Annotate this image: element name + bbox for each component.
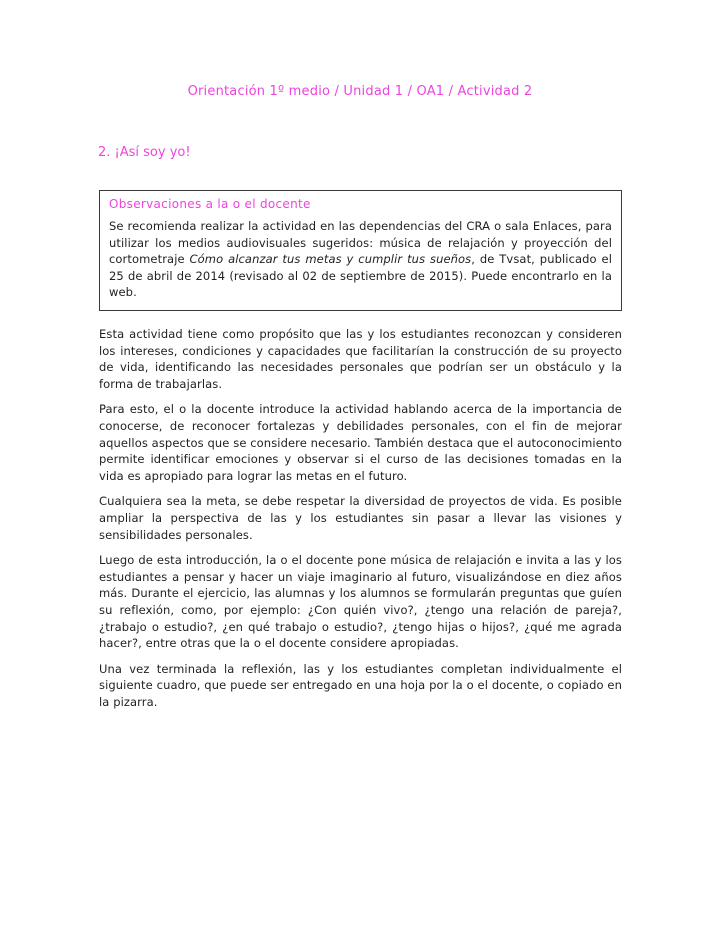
paragraph-exercise: Luego de esta introducción, la o el docente pone música de relajación e invita a las y los estudiantes a pensar y hacer un viaje imaginario al futuro, visualizándose en diez años más. Durante el ejercicio, las alumnas y los alumnos se formularán preguntas que guíen su reflexión, como, por ejemplo: ¿Con quién vivo?, ¿tengo una relación de pareja?, ¿trabajo o estudio?, ¿en qué trabajo o estudio?, ¿tengo hijas o hijos?, ¿qué me agrada hacer?, entre otras que la o el docente considere apropiadas. bbox=[99, 553, 622, 651]
observations-box-header: Observaciones a la o el docente bbox=[109, 197, 311, 211]
observations-text-before-italic: Se recomienda realizar la actividad en las dependencias del CRA o sala Enlaces, para utilizar los medios audiovisuales sugeridos: música de relajación y proyección del cortometraje bbox=[109, 219, 612, 266]
observations-film-title: Cómo alcanzar tus metas y cumplir tus sueños bbox=[189, 252, 472, 266]
paragraph-purpose: Esta actividad tiene como propósito que las y los estudiantes reconozcan y consideren los intereses, condiciones y capacidades que facilitarían la construcción de su proyecto de vida, identificando las necesidades personales que podrían ser un obstáculo y la forma de trabajarlas. bbox=[99, 327, 622, 391]
observations-text-after-italic: , de Tvsat, publicado el 25 de abril de 2014 (revisado al 02 de septiembre de 2015). Puede encontrarlo en la web. bbox=[109, 252, 612, 299]
observations-box-body bbox=[109, 218, 612, 301]
paragraph-closing: Una vez terminada la reflexión, las y los estudiantes completan individualmente el siguiente cuadro, que puede ser entregado en una hoja por la o el docente, o copiado en la pizarra. bbox=[99, 661, 622, 709]
paragraph-introduction: Para esto, el o la docente introduce la actividad hablando acerca de la importancia de conocerse, de reconocer fortalezas y debilidades personales, con el fin de mejorar aquellos aspectos que se considere necesario. También destaca que el autoconocimiento permite identificar emociones y observar si el curso de las decisiones tomadas en la vida es apropiado para lograr las metas en el futuro. bbox=[99, 402, 623, 483]
page-title: Orientación 1º medio / Unidad 1 / OA1 / Actividad 2 bbox=[187, 84, 533, 99]
activity-heading: 2. ¡Así soy yo! bbox=[98, 145, 191, 160]
body-content bbox=[99, 326, 622, 719]
observations-box bbox=[99, 190, 622, 311]
paragraph-diversity: Cualquiera sea la meta, se debe respetar la diversidad de proyectos de vida. Es posible ampliar la perspectiva de las y los estudiantes sin pasar a llevar las visiones y sensibilidades personales. bbox=[99, 494, 622, 542]
